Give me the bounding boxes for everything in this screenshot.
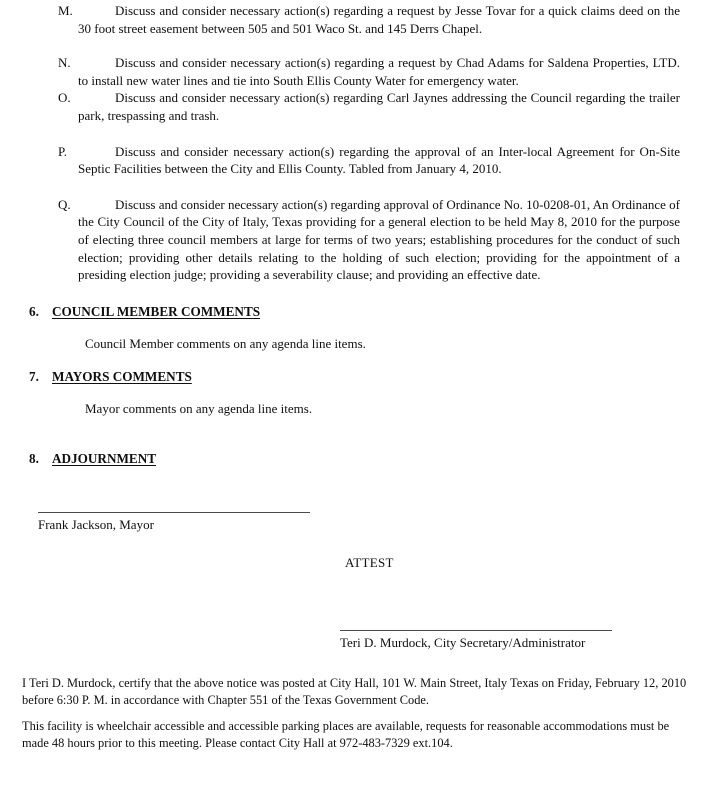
agenda-item-letter: O.	[58, 90, 71, 106]
secretary-signature-block	[340, 630, 612, 651]
section-heading-mayors-comments	[0, 368, 192, 386]
section-title: MAYORS COMMENTS	[52, 369, 192, 384]
footer-accessibility-text: This facility is wheelchair accessible and accessible parking places are available, requests for reasonable accommodations must be made 48 hours prior to this meeting. Please contact City Hall at 972-483-7329 ext.104.	[22, 719, 670, 751]
section-number: 7.	[29, 369, 39, 384]
agenda-item-text: Discuss and consider necessary action(s) regarding a request by Jesse Tovar for a quick claims deed on the 30 foot street easement between 505 and 501 Waco St. and 145 Derrs Chapel.	[78, 3, 680, 36]
agenda-item-text: Discuss and consider necessary action(s) regarding approval of Ordinance No. 10-0208-01, An Ordinance of the City Council of the City of Italy, Texas providing for a general election to be held May 8, 2010 for the purpose of electing three council members at large for terms of two years; establishing procedures for the conduct of such election; providing other details relating to the holding of such election; providing for the appointment of a presiding election judge; providing a severability clause; and providing an effective date.	[78, 196, 680, 283]
section-number: 6.	[29, 304, 39, 319]
agenda-item-p	[0, 143, 711, 178]
agenda-item-text: Discuss and consider necessary action(s) regarding Carl Jaynes addressing the Council regarding the trailer park, trespassing and trash.	[78, 90, 680, 123]
footer-certification-text: I Teri D. Murdock, certify that the above notice was posted at City Hall, 101 W. Main Street, Italy Texas on Friday, February 12, 2010 before 6:30 P. M. in accordance with Chapter 551 of the Texas Government Code.	[22, 676, 687, 708]
agenda-item-o	[0, 89, 711, 124]
agenda-item-letter: P.	[58, 143, 68, 159]
mayor-signature-block	[38, 512, 310, 533]
agenda-item-m	[0, 2, 711, 37]
section-title: ADJOURNMENT	[52, 451, 157, 466]
attest-label: ATTEST	[345, 555, 394, 570]
section-body-council-member-comments: Council Member comments on any agenda line items.	[85, 336, 366, 351]
section-heading-council-member-comments	[0, 303, 260, 321]
agenda-item-letter: M.	[58, 3, 73, 18]
mayor-signature-name: Frank Jackson, Mayor	[38, 517, 154, 532]
agenda-item-text: Discuss and consider necessary action(s) regarding the approval of an Inter-local Agreement for On-Site Septic Facilities between the City and Ellis County. Tabled from January 4, 2010.	[78, 143, 680, 177]
agenda-item-letter: Q.	[58, 196, 71, 212]
agenda-item-text: Discuss and consider necessary action(s) regarding a request by Chad Adams for Saldena Properties, LTD. to install new water lines and tie into South Ellis County Water for emergency water.	[78, 55, 680, 88]
secretary-signature-name: Teri D. Murdock, City Secretary/Administrator	[340, 635, 586, 650]
section-title: COUNCIL MEMBER COMMENTS	[52, 304, 261, 319]
agenda-item-letter: N.	[58, 55, 71, 71]
section-heading-adjournment	[0, 450, 156, 468]
section-body-mayors-comments: Mayor comments on any agenda line items.	[85, 401, 313, 416]
agenda-item-n	[0, 54, 711, 89]
agenda-sub-items-list	[0, 2, 711, 284]
agenda-item-q	[0, 196, 711, 284]
section-number: 8.	[29, 451, 39, 466]
